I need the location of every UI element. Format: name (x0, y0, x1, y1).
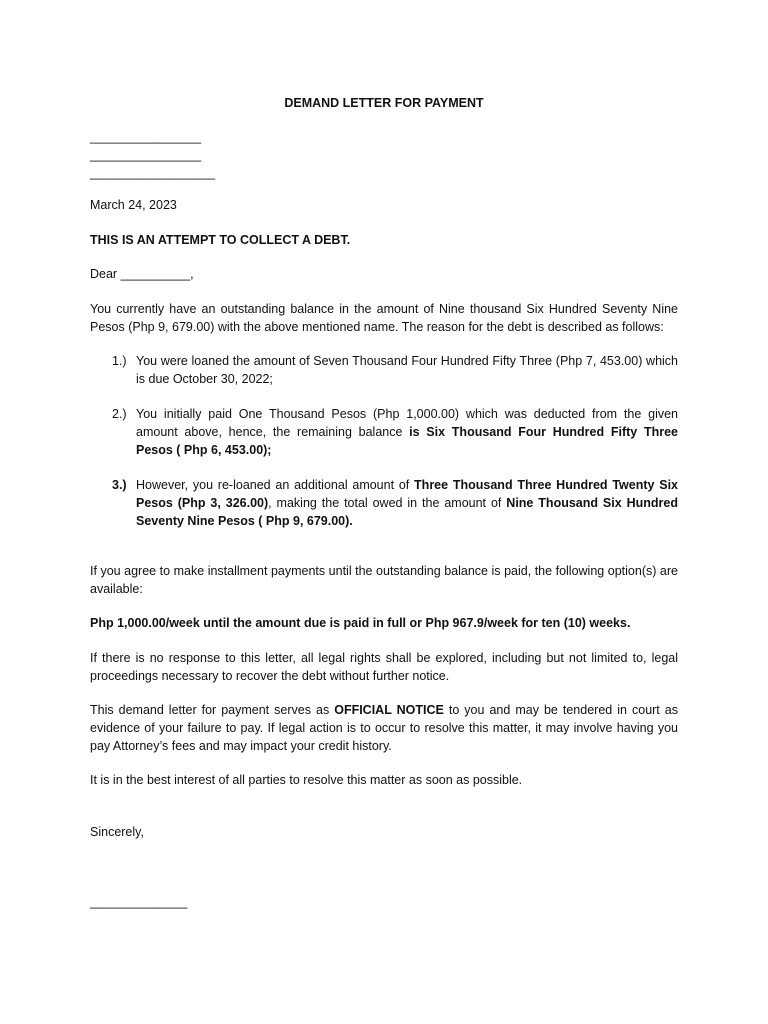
installment-intro-paragraph: If you agree to make installment payments until the outstanding balance is paid, the following option(s) are available: (90, 564, 678, 596)
official-notice-label: OFFICIAL NOTICE (334, 703, 444, 717)
address-line-2: ________________ (90, 148, 202, 162)
list-item-text-part: You initially paid One Thousand Pesos (Php 1,000.00) which was deducted from the given amount above, hence, the remaining balance (136, 407, 678, 439)
remaining-balance-text: is Six Thousand Four Hundred Fifty Three Pesos ( Php 6, 453.00); (136, 425, 678, 457)
reloan-amount-text: Three Thousand Three Hundred Twenty Six Pesos (Php 3, 326.00) (136, 478, 678, 510)
list-item-text (136, 405, 678, 459)
address-line-1: ________________ (90, 130, 202, 144)
closing: Sincerely, (90, 825, 144, 839)
no-response-paragraph: If there is no response to this letter, all legal rights shall be explored, including but not limited to, legal proceedings necessary to recover the debt without further notice. (90, 651, 678, 683)
list-item-number: 3.) (112, 478, 127, 492)
list-item (112, 476, 678, 530)
document-title: DEMAND LETTER FOR PAYMENT (284, 96, 484, 110)
list-item-text-part: However, you re-loaned an additional amount of (136, 478, 415, 492)
total-owed-text: Nine Thousand Six Hundred Seventy Nine Pesos ( Php 9, 679.00). (136, 496, 678, 528)
best-interest-paragraph: It is in the best interest of all parties to resolve this matter as soon as possible. (90, 773, 523, 787)
list-item (112, 352, 678, 388)
list-item-text-part: , making the total owed in the amount of (268, 496, 507, 510)
official-notice-paragraph (90, 701, 678, 755)
debt-collection-notice: THIS IS AN ATTEMPT TO COLLECT A DEBT. (90, 233, 351, 247)
list-item-text: You were loaned the amount of Seven Thousand Four Hundred Fifty Three (Php 7, 453.00) which is due October 30, 2022; (136, 354, 678, 386)
address-line-3: __________________ (90, 166, 216, 180)
salutation: Dear __________, (90, 267, 194, 281)
letter-date: March 24, 2023 (90, 198, 177, 212)
list-item-number: 2.) (112, 407, 127, 421)
installment-options: Php 1,000.00/week until the amount due is paid in full or Php 967.9/week for ten (10) weeks. (90, 616, 631, 630)
official-notice-text-part: to you and may be tendered in court as evidence of your failure to pay. If legal action is to occur to resolve this matter, it may involve having you pay Attorney’s fees and may impact your credit history. (90, 703, 678, 753)
list-item (112, 405, 678, 459)
official-notice-text-part: This demand letter for payment serves as (90, 703, 335, 717)
signature-line: ______________ (90, 895, 188, 909)
intro-paragraph: You currently have an outstanding balance in the amount of Nine thousand Six Hundred Seventy Nine Pesos (Php 9, 679.00) with the above mentioned name. The reason for the debt is described as follows: (90, 302, 678, 334)
list-item-text (136, 476, 678, 530)
list-item-number: 1.) (112, 354, 127, 368)
